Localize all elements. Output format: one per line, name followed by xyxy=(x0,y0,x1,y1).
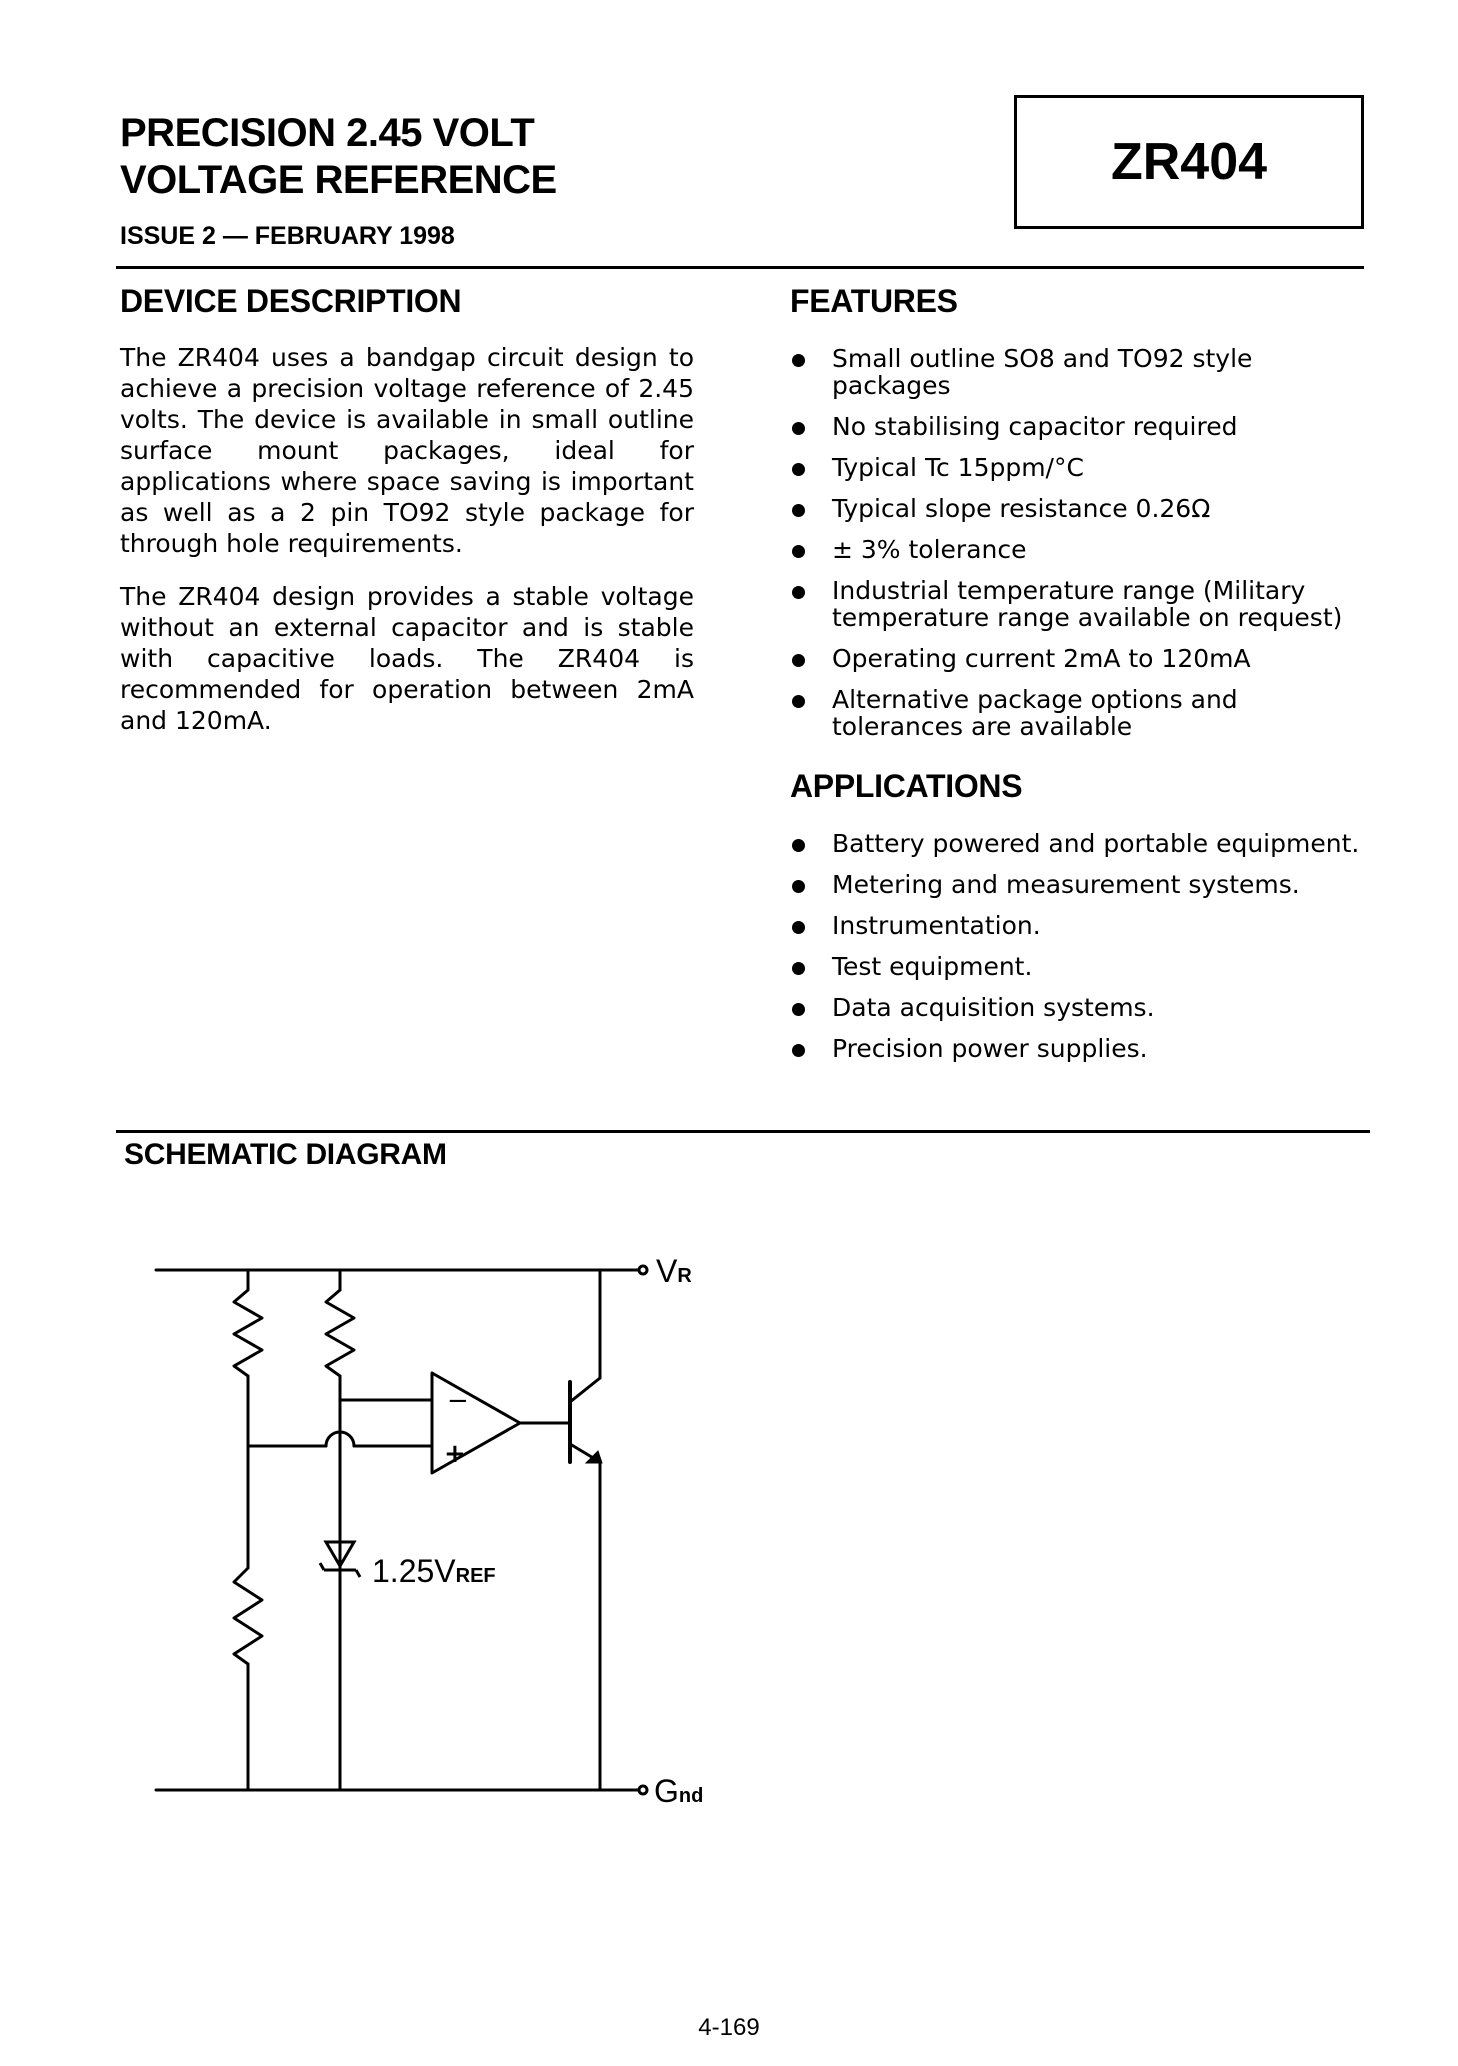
device-description-heading: DEVICE DESCRIPTION xyxy=(120,283,462,319)
description-paragraph: The ZR404 design provides a stable voltage without an external capacitor and is stable with capacitive loads. The ZR404 is recommended for operation between 2mA and 120mA. xyxy=(120,582,694,735)
resistor-r2-icon xyxy=(326,1290,354,1376)
list-item: Test equipment. xyxy=(790,953,1370,980)
vref-label: 1.25VREF xyxy=(372,1553,496,1589)
applications-heading: APPLICATIONS xyxy=(790,768,1023,804)
list-item: Instrumentation. xyxy=(790,912,1370,939)
emitter-arrow-icon xyxy=(586,1451,602,1463)
title-line-1: PRECISION 2.45 VOLT xyxy=(120,111,535,155)
zener-diode-icon xyxy=(320,1542,360,1590)
opamp-plus-label: + xyxy=(444,1439,466,1469)
opamp-minus-label: − xyxy=(447,1386,469,1416)
features-heading: FEATURES xyxy=(790,283,958,319)
description-paragraph: The ZR404 uses a bandgap circuit design to achieve a precision voltage reference of 2.45 volts. The device is available in small outline surface mount packages, ideal for applications where space saving is important as well as a 2 pin TO92 style package for through hole requirements. xyxy=(120,343,694,558)
title-line-2: VOLTAGE REFERENCE xyxy=(120,158,557,202)
list-item: Alternative package options and tolerances are available xyxy=(790,686,1370,740)
gnd-label: Gnd xyxy=(654,1773,704,1809)
list-item: Typical slope resistance 0.26Ω xyxy=(790,495,1370,522)
vr-terminal-icon xyxy=(639,1266,647,1274)
list-item: Data acquisition systems. xyxy=(790,994,1370,1021)
resistor-r1-icon xyxy=(234,1290,262,1376)
page-number: 4-169 xyxy=(698,2014,760,2041)
list-item: Typical Tc 15ppm/°C xyxy=(790,454,1370,481)
list-item: Metering and measurement systems. xyxy=(790,871,1370,898)
resistor-r3-icon xyxy=(234,1568,262,1664)
transistor-collector xyxy=(570,1378,600,1402)
list-item: Battery powered and portable equipment. xyxy=(790,830,1370,857)
list-item: No stabilising capacitor required xyxy=(790,413,1370,440)
list-item: ± 3% tolerance xyxy=(790,536,1370,563)
vr-label: VR xyxy=(656,1253,692,1289)
list-item: Small outline SO8 and TO92 style packages xyxy=(790,345,1370,399)
issue-date: ISSUE 2 — FEBRUARY 1998 xyxy=(120,222,455,250)
list-item: Industrial temperature range (Military temperature range available on request) xyxy=(790,577,1370,631)
list-item: Precision power supplies. xyxy=(790,1035,1370,1062)
schematic-heading: SCHEMATIC DIAGRAM xyxy=(124,1138,447,1171)
gnd-terminal-icon xyxy=(639,1786,647,1794)
list-item: Operating current 2mA to 120mA xyxy=(790,645,1370,672)
part-number: ZR404 xyxy=(1110,133,1268,191)
